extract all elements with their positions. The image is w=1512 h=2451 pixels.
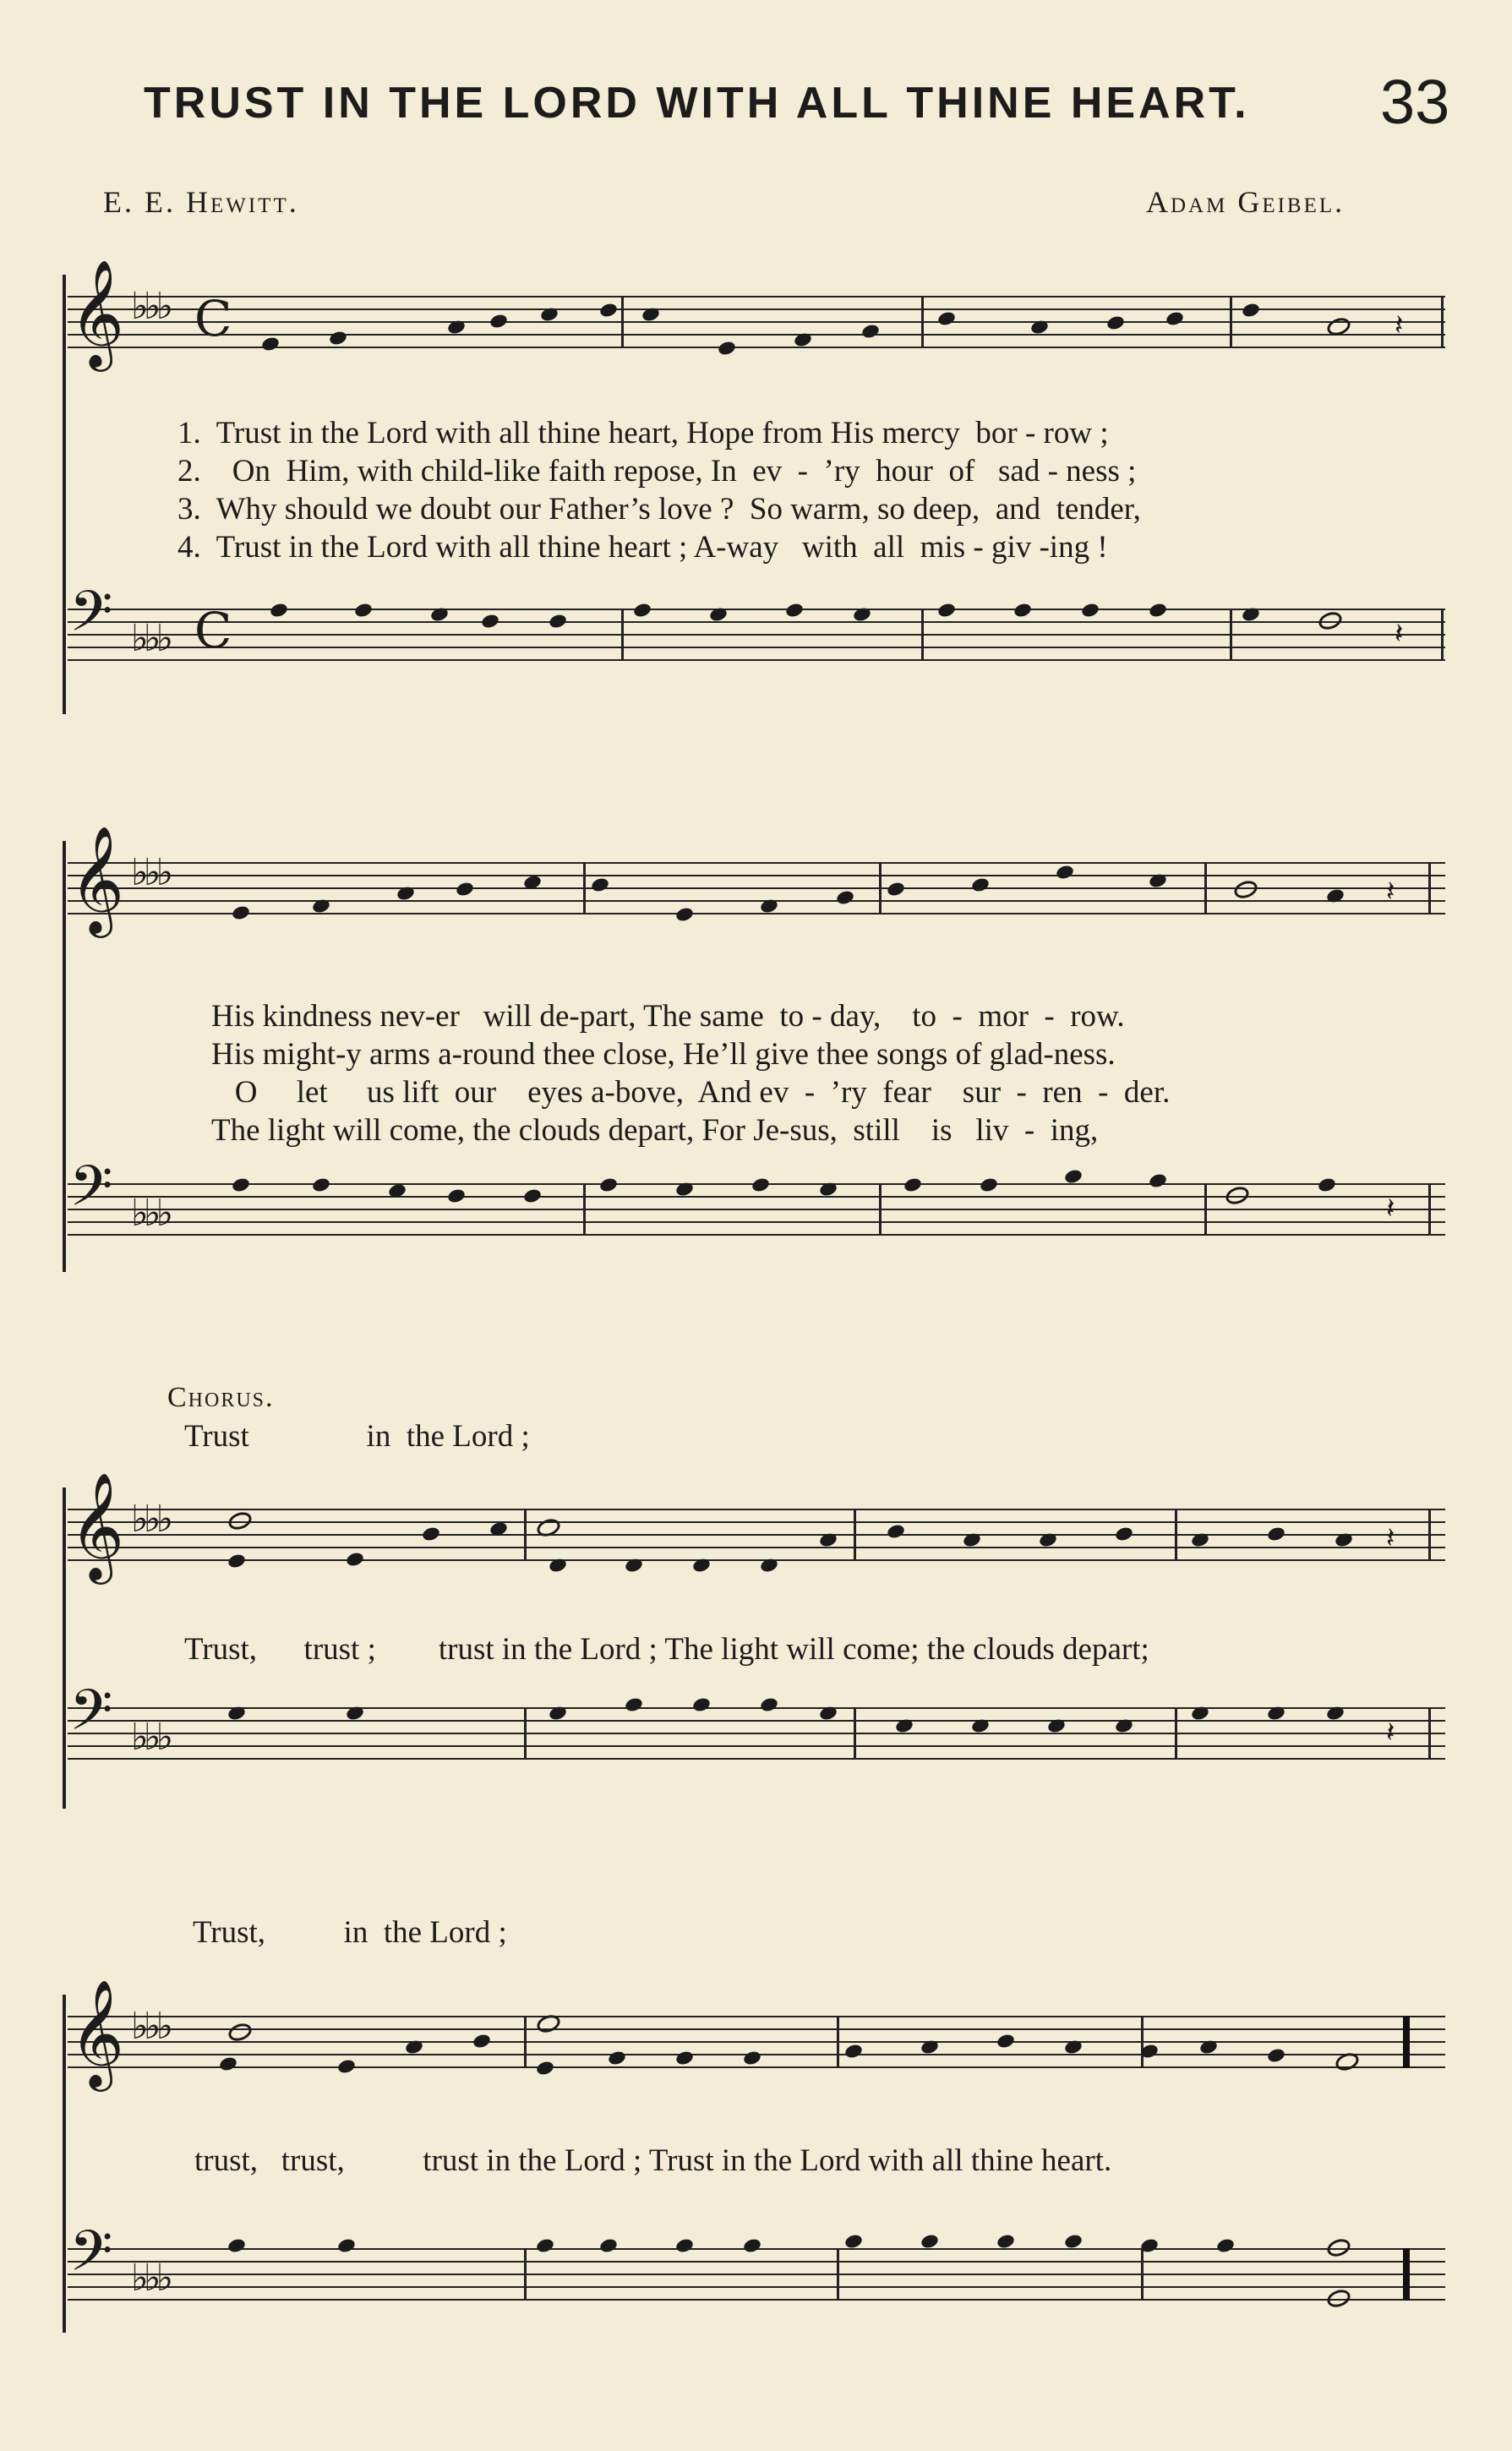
common-time-icon: C — [194, 290, 232, 347]
verse-3-line: O let us lift our eyes a-bove, And ev - ’ry fear sur - ren - der. — [211, 1075, 1171, 1110]
key-signature-flats: ♭♭♭ — [131, 2257, 169, 2300]
key-signature-flats: ♭♭♭ — [131, 851, 169, 894]
bass-staff — [51, 1154, 1445, 1268]
treble-clef-icon: 𝄞 — [69, 825, 125, 933]
system-4 — [51, 1961, 1445, 2366]
verse-lines-second-half — [211, 997, 1170, 1149]
quarter-rest-icon: 𝄽 — [1386, 875, 1395, 909]
key-signature-flats: ♭♭♭ — [131, 617, 169, 660]
treble-clef-icon: 𝄞 — [69, 1979, 125, 2087]
bass-staff — [51, 1678, 1445, 1792]
chorus-line-1-under-text: Trust, trust ; trust in the Lord ; The light will come; the clouds depart; — [184, 1632, 1149, 1667]
key-signature-flats: ♭♭♭ — [131, 1498, 169, 1541]
bass-clef-icon: 𝄢 — [69, 1154, 113, 1232]
bass-staff — [51, 579, 1445, 693]
common-time-icon: C — [194, 602, 232, 659]
bass-clef-icon: 𝄢 — [69, 2219, 113, 2297]
key-signature-flats: ♭♭♭ — [131, 1716, 169, 1759]
chorus-line-2-under-text: trust, trust, trust in the Lord ; Trust in the Lord with all thine heart. — [194, 2143, 1112, 2178]
bass-clef-icon: 𝄢 — [69, 1678, 113, 1756]
final-barline — [1403, 2248, 1410, 2301]
verse-4-line: The light will come, the clouds depart, For Je-sus, still is liv - ing, — [211, 1113, 1099, 1148]
system-1 — [51, 254, 1445, 727]
quarter-rest-icon: 𝄽 — [1395, 308, 1404, 342]
verse-1-line: His kindness nev-er will de-part, The same to - day, to - mor - row. — [211, 999, 1125, 1034]
key-signature-flats: ♭♭♭ — [131, 285, 169, 328]
treble-clef-icon: 𝄞 — [69, 1471, 125, 1580]
treble-staff — [51, 1979, 1445, 2088]
treble-staff — [51, 825, 1445, 934]
quarter-rest-icon: 𝄽 — [1395, 617, 1404, 651]
system-2 — [51, 820, 1445, 1327]
system-3 — [51, 1462, 1445, 1817]
lyricist-credit: E. E. Hewitt. — [103, 185, 299, 219]
verse-3-line: 3. Why should we doubt our Father’s love ? So warm, so deep, and tender, — [177, 492, 1141, 527]
quarter-rest-icon: 𝄽 — [1386, 1716, 1395, 1750]
hymn-title: TRUST IN THE LORD WITH ALL THINE HEART. — [144, 79, 1250, 128]
bass-clef-icon: 𝄢 — [69, 579, 113, 658]
bass-staff — [51, 2219, 1445, 2333]
verse-4-line: 4. Trust in the Lord with all thine heart ; A-way with all mis - giv -ing ! — [177, 530, 1108, 565]
page-number: 33 — [1380, 67, 1450, 137]
chorus-line-1-top-text: Trust in the Lord ; — [184, 1419, 530, 1454]
chorus-label: Chorus. — [167, 1382, 275, 1413]
verse-2-line: His might-y arms a-round thee close, He’ll give thee songs of glad-ness. — [211, 1037, 1116, 1072]
verse-lines-first-half — [177, 414, 1141, 566]
treble-clef-icon: 𝄞 — [69, 259, 125, 367]
composer-credit: Adam Geibel. — [1146, 185, 1346, 219]
key-signature-flats: ♭♭♭ — [131, 2005, 169, 2048]
treble-staff — [51, 259, 1445, 368]
key-signature-flats: ♭♭♭ — [131, 1192, 169, 1235]
quarter-rest-icon: 𝄽 — [1386, 1192, 1395, 1226]
verse-1-line: 1. Trust in the Lord with all thine heart, Hope from His mercy bor - row ; — [177, 416, 1109, 450]
quarter-rest-icon: 𝄽 — [1386, 1521, 1395, 1555]
verse-2-line: 2. On Him, with child-like faith repose, In ev - ’ry hour of sad - ness ; — [177, 454, 1137, 489]
treble-staff — [51, 1471, 1445, 1580]
final-barline — [1403, 2016, 1410, 2068]
chorus-line-2-top-text: Trust, in the Lord ; — [193, 1915, 507, 1950]
